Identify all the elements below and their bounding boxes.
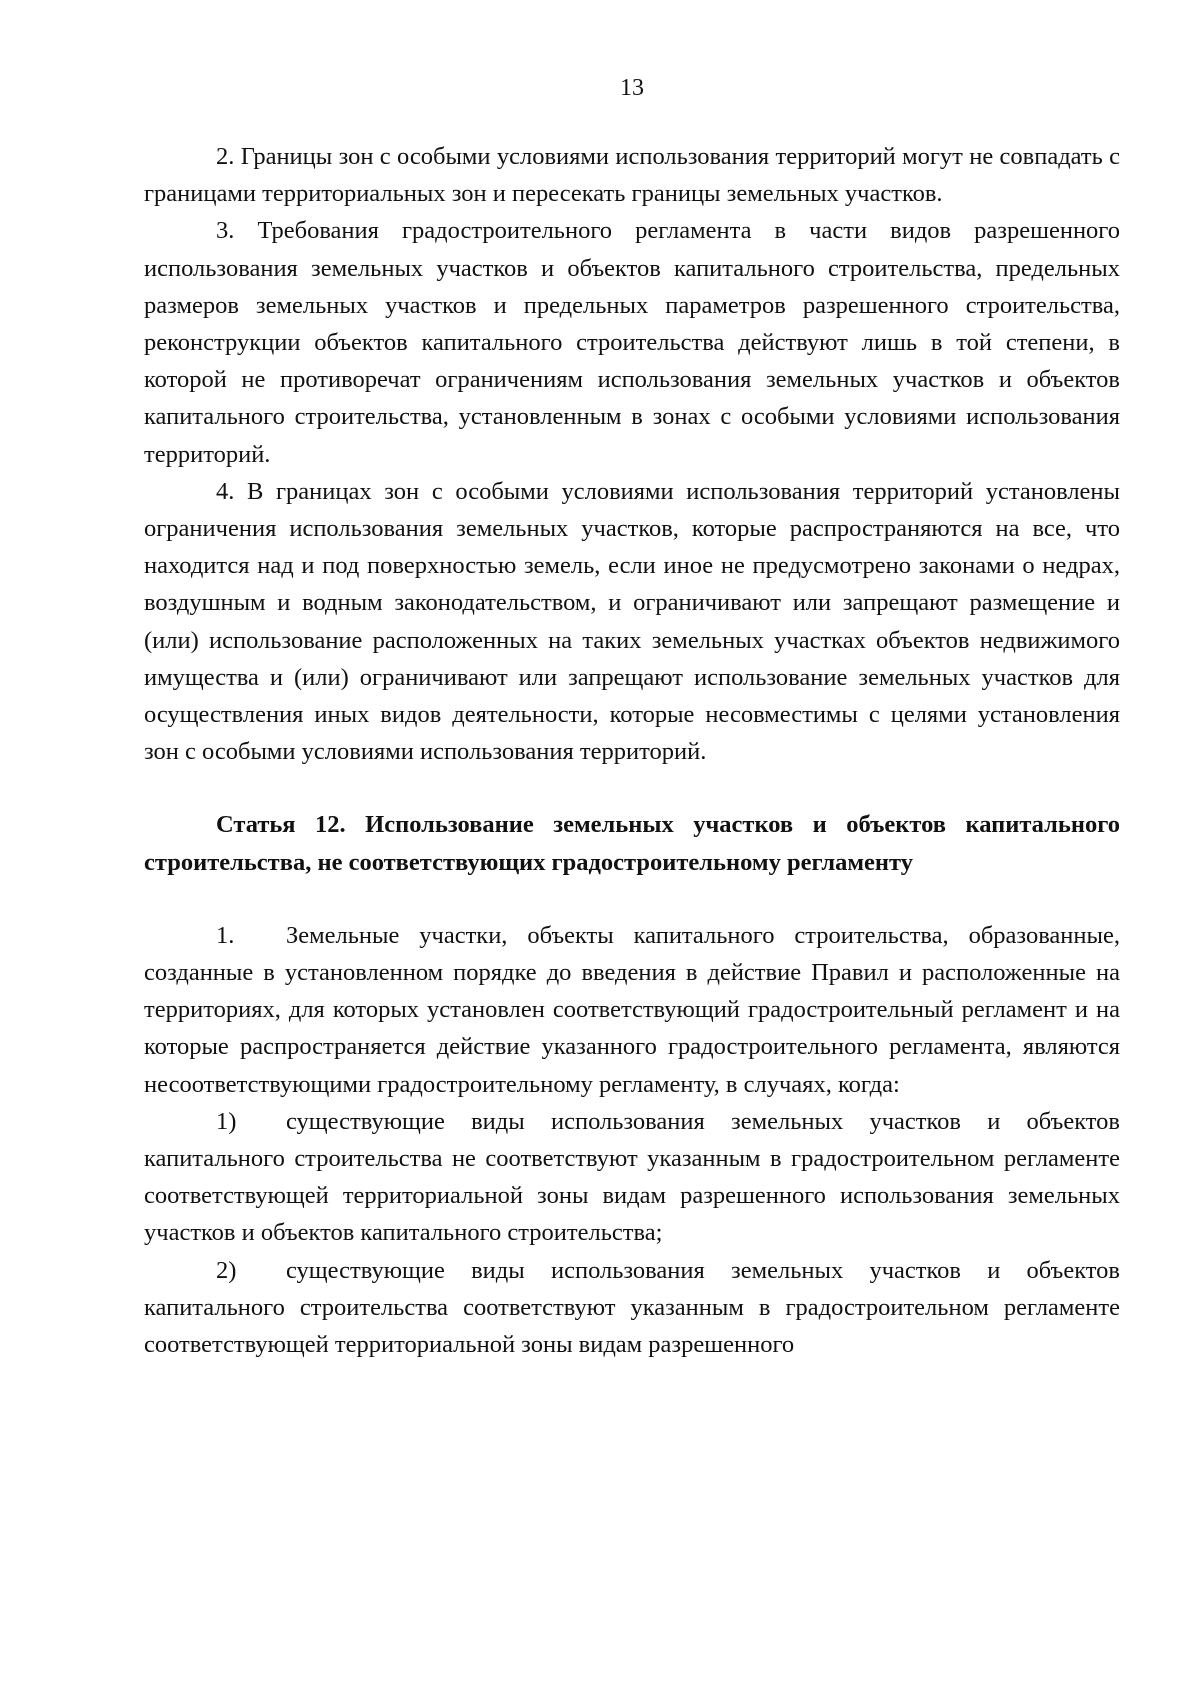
subitem-2-number: 2)	[216, 1256, 237, 1284]
item-1-text: Земельные участки, объекты капитального строительства, образованные, созданные в установленном порядке до введения в действие Правил и расположенные на территориях, для которых установлен соответствующий градостроительный регламент и на которые распространяется действие указанного градостроительного регламента, являются несоответствующими градостроительному регламенту, в случаях, когда:	[144, 921, 1120, 1098]
subitem-2-text: существующие виды использования земельных участков и объектов капитального строительства соответствуют указанным в градостроительном регламенте соответствующей территориальной зоны видам разрешенного	[144, 1256, 1120, 1359]
paragraph-2: 2. Границы зон с особыми условиями использования территорий могут не совпадать с границами территориальных зон и пересекать границы земельных участков.	[144, 143, 1120, 208]
subitem-1-number: 1)	[216, 1107, 237, 1135]
article-12-subitem-1	[144, 1103, 1120, 1252]
document-body	[144, 138, 1120, 1363]
item-1-number: 1.	[216, 921, 235, 949]
paragraph-4: 4. В границах зон с особыми условиями использования территорий установлены ограничения использования земельных участков, которые распространяются на все, что находится над и под поверхностью земель, если иное не предусмотрено законами о недрах, воздушным и водным законодательством, и ограничивают или запрещают размещение и (или) использование расположенных на таких земельных участках объектов недвижимого имущества и (или) ограничивают или запрещают использование земельных участков для осуществления иных видов деятельности, которые несовместимы с целями установления зон с особыми условиями использования территорий.	[144, 477, 1120, 766]
paragraph-3: 3. Требования градостроительного регламента в части видов разрешенного использования земельных участков и объектов капитального строительства, предельных размеров земельных участков и предельных параметров разрешенного строительства, реконструкции объектов капитального строительства действуют лишь в той степени, в которой не противоречат ограничениям использования земельных участков и объектов капитального строительства, установленным в зонах с особыми условиями использования территорий.	[144, 217, 1120, 468]
article-12-item-1	[144, 917, 1120, 1103]
article-12-subitem-2	[144, 1252, 1120, 1364]
page-number: 13	[620, 75, 644, 101]
article-12-heading: Статья 12. Использование земельных участков и объектов капитального строительства, не соответствующих градостроительному регламенту	[144, 811, 1120, 876]
subitem-1-text: существующие виды использования земельных участков и объектов капитального строительства не соответствуют указанным в градостроительном регламенте соответствующей территориальной зоны видам разрешенного использования земельных участков и объектов капитального строительства;	[144, 1107, 1120, 1247]
